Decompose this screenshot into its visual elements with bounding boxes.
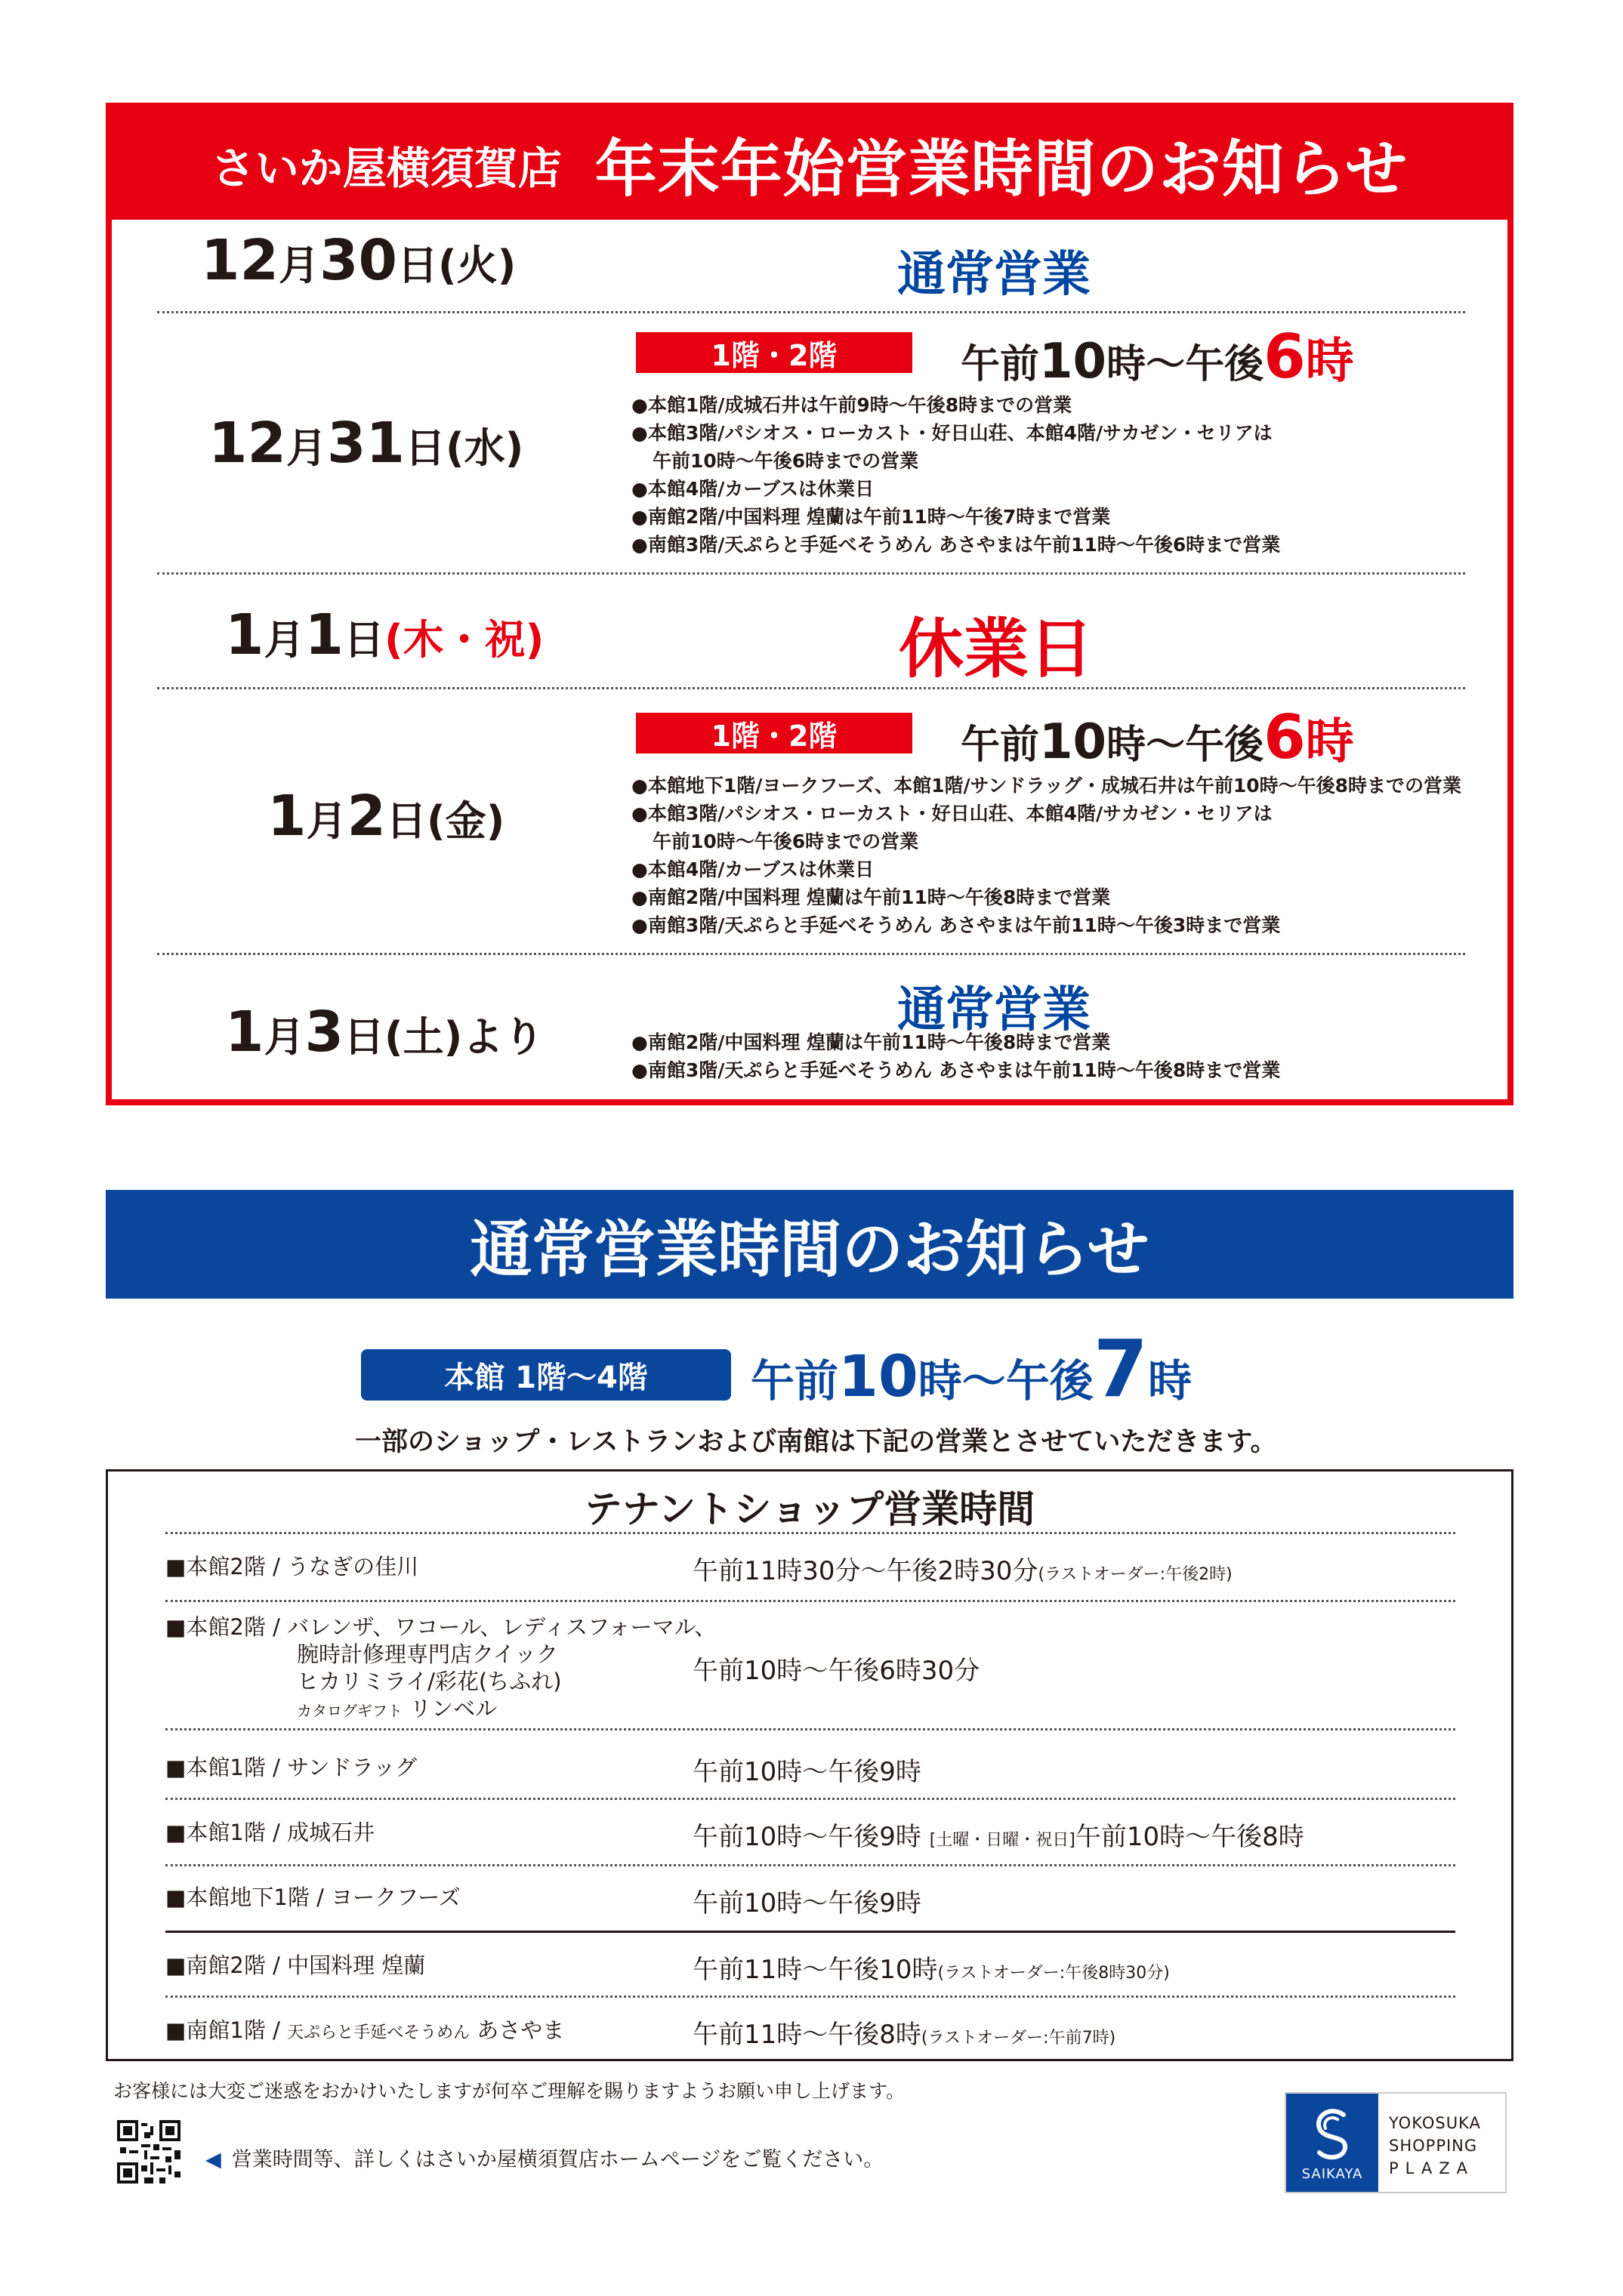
status-dec30: 通常営業 xyxy=(897,247,1091,303)
table-row-label: ■本館2階 / うなぎの佳川 xyxy=(165,1554,419,1579)
partial-hours-note: 一部のショップ・レストランおよび南館は下記の営業とさせていただきます。 xyxy=(355,1427,1277,1457)
divider xyxy=(165,1996,1455,1998)
floor-tag-dec31: 1階・2階 xyxy=(636,332,912,373)
notes-dec31: ●本館1階/成城石井は午前9時〜午後8時までの営業 ●本館3階/パシオス・ローカスト・好日山荘、本館4階/サカゼン・セリアは 午前10時〜午後6時までの営業 ●本館4階/カーブスは休業日 ●南館2階/中国料理 煌蘭は午前11時〜午後7時まで営業 ●南館3階/天ぷらと手延べそうめん あさやまは午前11時〜午後6時まで営業 xyxy=(631,394,1281,556)
divider xyxy=(165,1798,1455,1800)
triangle-left-icon: ◀ xyxy=(205,2148,221,2171)
divider xyxy=(157,311,1465,313)
divider xyxy=(165,1600,1455,1602)
table-row-hours: 午前11時〜午後10時(ラストオーダー:午後8時30分) xyxy=(693,1955,1170,1985)
yearend-header xyxy=(112,109,1507,220)
date-jan1: 1月1日(木・祝) xyxy=(225,603,545,667)
apology-text: お客様には大変ご迷惑をおかけいたしますが何卒ご理解を賜りますようお願い申し上げます。 xyxy=(113,2080,906,2102)
divider xyxy=(157,953,1465,955)
hours-jan2: 午前10時〜午後6時 xyxy=(961,702,1354,772)
qr-code-icon[interactable] xyxy=(117,2120,181,2184)
yearend-title: 年末年始営業時間のお知らせ xyxy=(594,134,1409,205)
main-building-tag: 本館 1階〜4階 xyxy=(361,1349,731,1401)
table-row-label: ■本館1階 / 成城石井 xyxy=(165,1820,375,1845)
yearend-box xyxy=(106,103,1513,1105)
divider xyxy=(165,1864,1455,1866)
date-dec30: 12月30日(火) xyxy=(201,228,517,293)
divider xyxy=(165,1532,1455,1534)
table-row-hours: 午前10時〜午後9時 xyxy=(693,1757,921,1787)
normal-hours-banner: 通常営業時間のお知らせ xyxy=(106,1190,1513,1299)
table-row-label: ■本館2階 / バレンザ、ワコール、レディスフォーマル、 腕時計修理専門店クイック ヒカリミライ/彩花(ちふれ) カタログギフト リンベル xyxy=(165,1614,717,1721)
table-row-label: ■南館1階 / 天ぷらと手延べそうめん あさやま xyxy=(165,2017,565,2043)
tenant-table-title: テナントショップ営業時間 xyxy=(584,1487,1035,1531)
table-row-hours: 午前10時〜午後6時30分 xyxy=(693,1656,980,1686)
store-name: さいか屋横須賀店 xyxy=(211,142,562,194)
date-dec31: 12月31日(水) xyxy=(208,411,524,476)
table-row-label: ■本館地下1階 / ヨークフーズ xyxy=(165,1885,461,1910)
notes-jan2: ●本館地下1階/ヨークフーズ、本館1階/サンドラッグ・成城石井は午前10時〜午後8時までの営業 ●本館3階/パシオス・ローカスト・好日山荘、本館4階/サカゼン・セリアは 午前10時〜午後6時までの営業 ●本館4階/カーブスは休業日 ●南館2階/中国料理 煌蘭は午前11時〜午後8時まで営業 ●南館3階/天ぷらと手延べそうめん あさやまは午前11時〜午後3時まで営業 xyxy=(631,775,1462,936)
date-jan3: 1月3日(土)より xyxy=(225,1000,545,1065)
hours-dec31: 午前10時〜午後6時 xyxy=(961,322,1354,392)
website-note: ◀ 営業時間等、詳しくはさいか屋横須賀店ホームページをご覧ください。 xyxy=(205,2148,884,2171)
divider xyxy=(157,572,1465,575)
divider xyxy=(165,1728,1455,1730)
divider xyxy=(165,1931,1455,1933)
table-row-hours: 午前11時30分〜午後2時30分(ラストオーダー:午後2時) xyxy=(693,1556,1233,1586)
floor-tag-jan2: 1階・2階 xyxy=(636,713,912,754)
status-jan1: 休業日 xyxy=(899,612,1094,687)
table-row-label: ■南館2階 / 中国料理 煌蘭 xyxy=(165,1952,426,1978)
table-row-hours: 午前10時〜午後9時 xyxy=(693,1888,921,1918)
logo-mark: SAIKAYA xyxy=(1286,2094,1378,2192)
notes-jan3: ●南館2階/中国料理 煌蘭は午前11時〜午後8時まで営業 ●南館3階/天ぷらと手延べそうめん あさやまは午前11時〜午後8時まで営業 xyxy=(631,1031,1281,1081)
tenant-hours-table xyxy=(106,1469,1513,2061)
divider xyxy=(157,687,1465,689)
table-row-label: ■本館1階 / サンドラッグ xyxy=(165,1755,418,1780)
logo-wordmark: YOKOSUKA SHOPPING PLAZA xyxy=(1389,2114,1481,2177)
saikaya-logo xyxy=(1285,2092,1507,2193)
logo-swirl-icon xyxy=(1309,2104,1356,2162)
date-jan2: 1月2日(金) xyxy=(267,784,505,849)
table-row-hours: 午前11時〜午後8時(ラストオーダー:午前7時) xyxy=(693,2020,1116,2050)
table-row-hours: 午前10時〜午後9時 [土曜・日曜・祝日]午前10時〜午後8時 xyxy=(693,1822,1304,1852)
status-jan3: 通常営業 xyxy=(897,982,1091,1038)
main-building-hours: 午前10時〜午後7時 xyxy=(751,1323,1193,1415)
